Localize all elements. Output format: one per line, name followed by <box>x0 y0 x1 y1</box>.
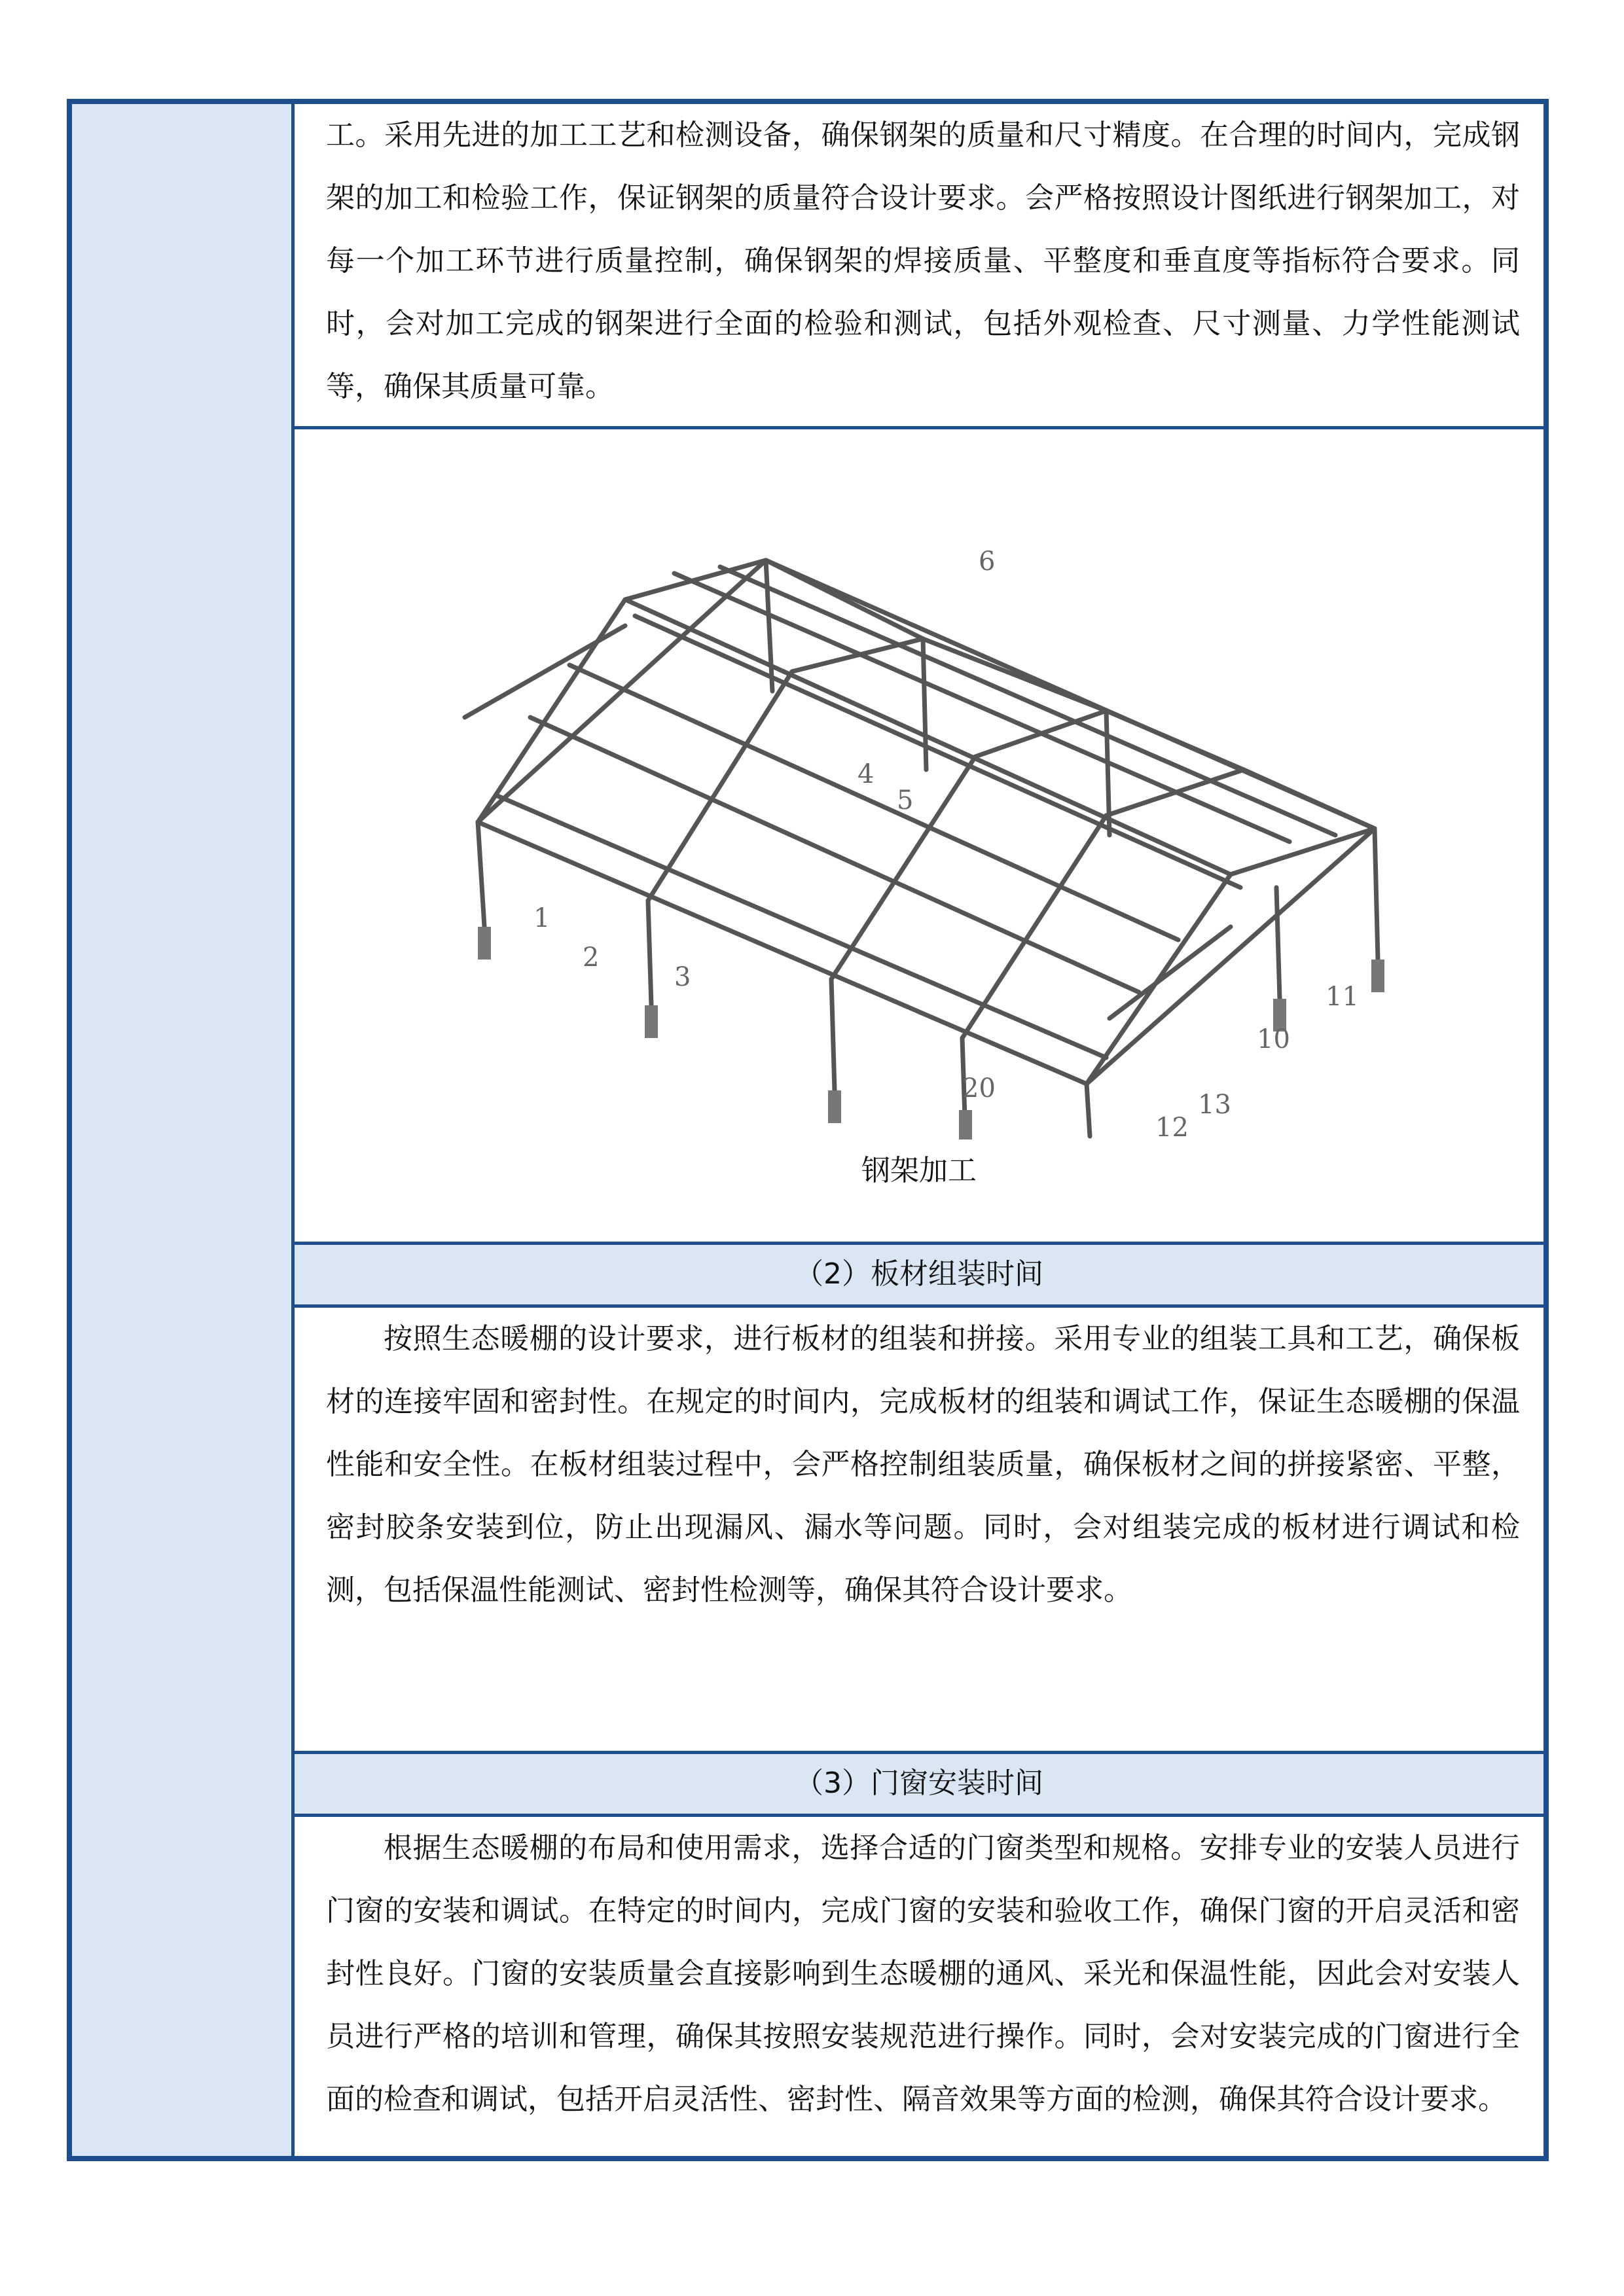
content-table <box>67 99 1549 2161</box>
steel-frame-paragraph-cell <box>295 104 1543 429</box>
steel-frame-diagram <box>295 429 1551 1143</box>
label-5: 5 <box>897 785 914 816</box>
section-3-heading: （3）门窗安装时间 <box>295 1754 1543 1817</box>
label-2: 2 <box>583 942 600 973</box>
label-6: 6 <box>979 547 996 577</box>
label-1: 1 <box>533 903 550 933</box>
label-3: 3 <box>674 962 691 992</box>
figure-cell <box>295 429 1543 1245</box>
label-4: 4 <box>857 759 875 789</box>
section-3-paragraph: 根据生态暖棚的布局和使用需求，选择合适的门窗类型和规格。安排专业的安装人员进行门窗的安装和调试。在特定的时间内，完成门窗的安装和验收工作，确保门窗的开启灵活和密封性良好。门窗的安装质量会直接影响到生态暖棚的通风、采光和保温性能，因此会对安装人员进行严格的培训和管理，确保其按照安装规范进行操作。同时，会对安装完成的门窗进行全面的检查和调试，包括开启灵活性、密封性、隔音效果等方面的检测，确保其符合设计要求。 <box>326 1831 1520 2116</box>
left-label-column <box>72 104 295 2156</box>
label-12: 12 <box>1155 1113 1189 1143</box>
steel-frame-paragraph: 工。采用先进的加工工艺和检测设备，确保钢架的质量和尺寸精度。在合理的时间内，完成钢架的加工和检验工作，保证钢架的质量符合设计要求。会严格按照设计图纸进行钢架加工，对每一个加工环节进行质量控制，确保钢架的焊接质量、平整度和垂直度等指标符合要求。同时，会对加工完成的钢架进行全面的检验和测试，包括外观检查、尺寸测量、力学性能测试等，确保其质量可靠。 <box>326 118 1520 403</box>
frame-structure <box>465 560 1378 1136</box>
label-10: 10 <box>1257 1024 1290 1054</box>
section-2-paragraph-cell <box>295 1308 1543 1754</box>
label-13: 13 <box>1198 1090 1231 1120</box>
figure-caption: 钢架加工 <box>861 1154 977 1187</box>
section-2-paragraph: 按照生态暖棚的设计要求，进行板材的组装和拼接。采用专业的组装工具和工艺，确保板材的连接牢固和密封性。在规定的时间内，完成板材的组装和调试工作，保证生态暖棚的保温性能和安全性。在板材组装过程中，会严格控制组装质量，确保板材之间的拼接紧密、平整，密封胶条安装到位，防止出现漏风、漏水等问题。同时，会对组装完成的板材进行调试和检测，包括保温性能测试、密封性检测等，确保其符合设计要求。 <box>326 1322 1520 1607</box>
section-2-heading: （2）板材组装时间 <box>295 1245 1543 1308</box>
column-footings <box>478 927 1384 1139</box>
label-11: 11 <box>1326 982 1359 1012</box>
label-20: 20 <box>962 1073 996 1103</box>
section-3-paragraph-cell <box>295 1817 1543 2156</box>
diagram-labels <box>533 547 1359 1143</box>
